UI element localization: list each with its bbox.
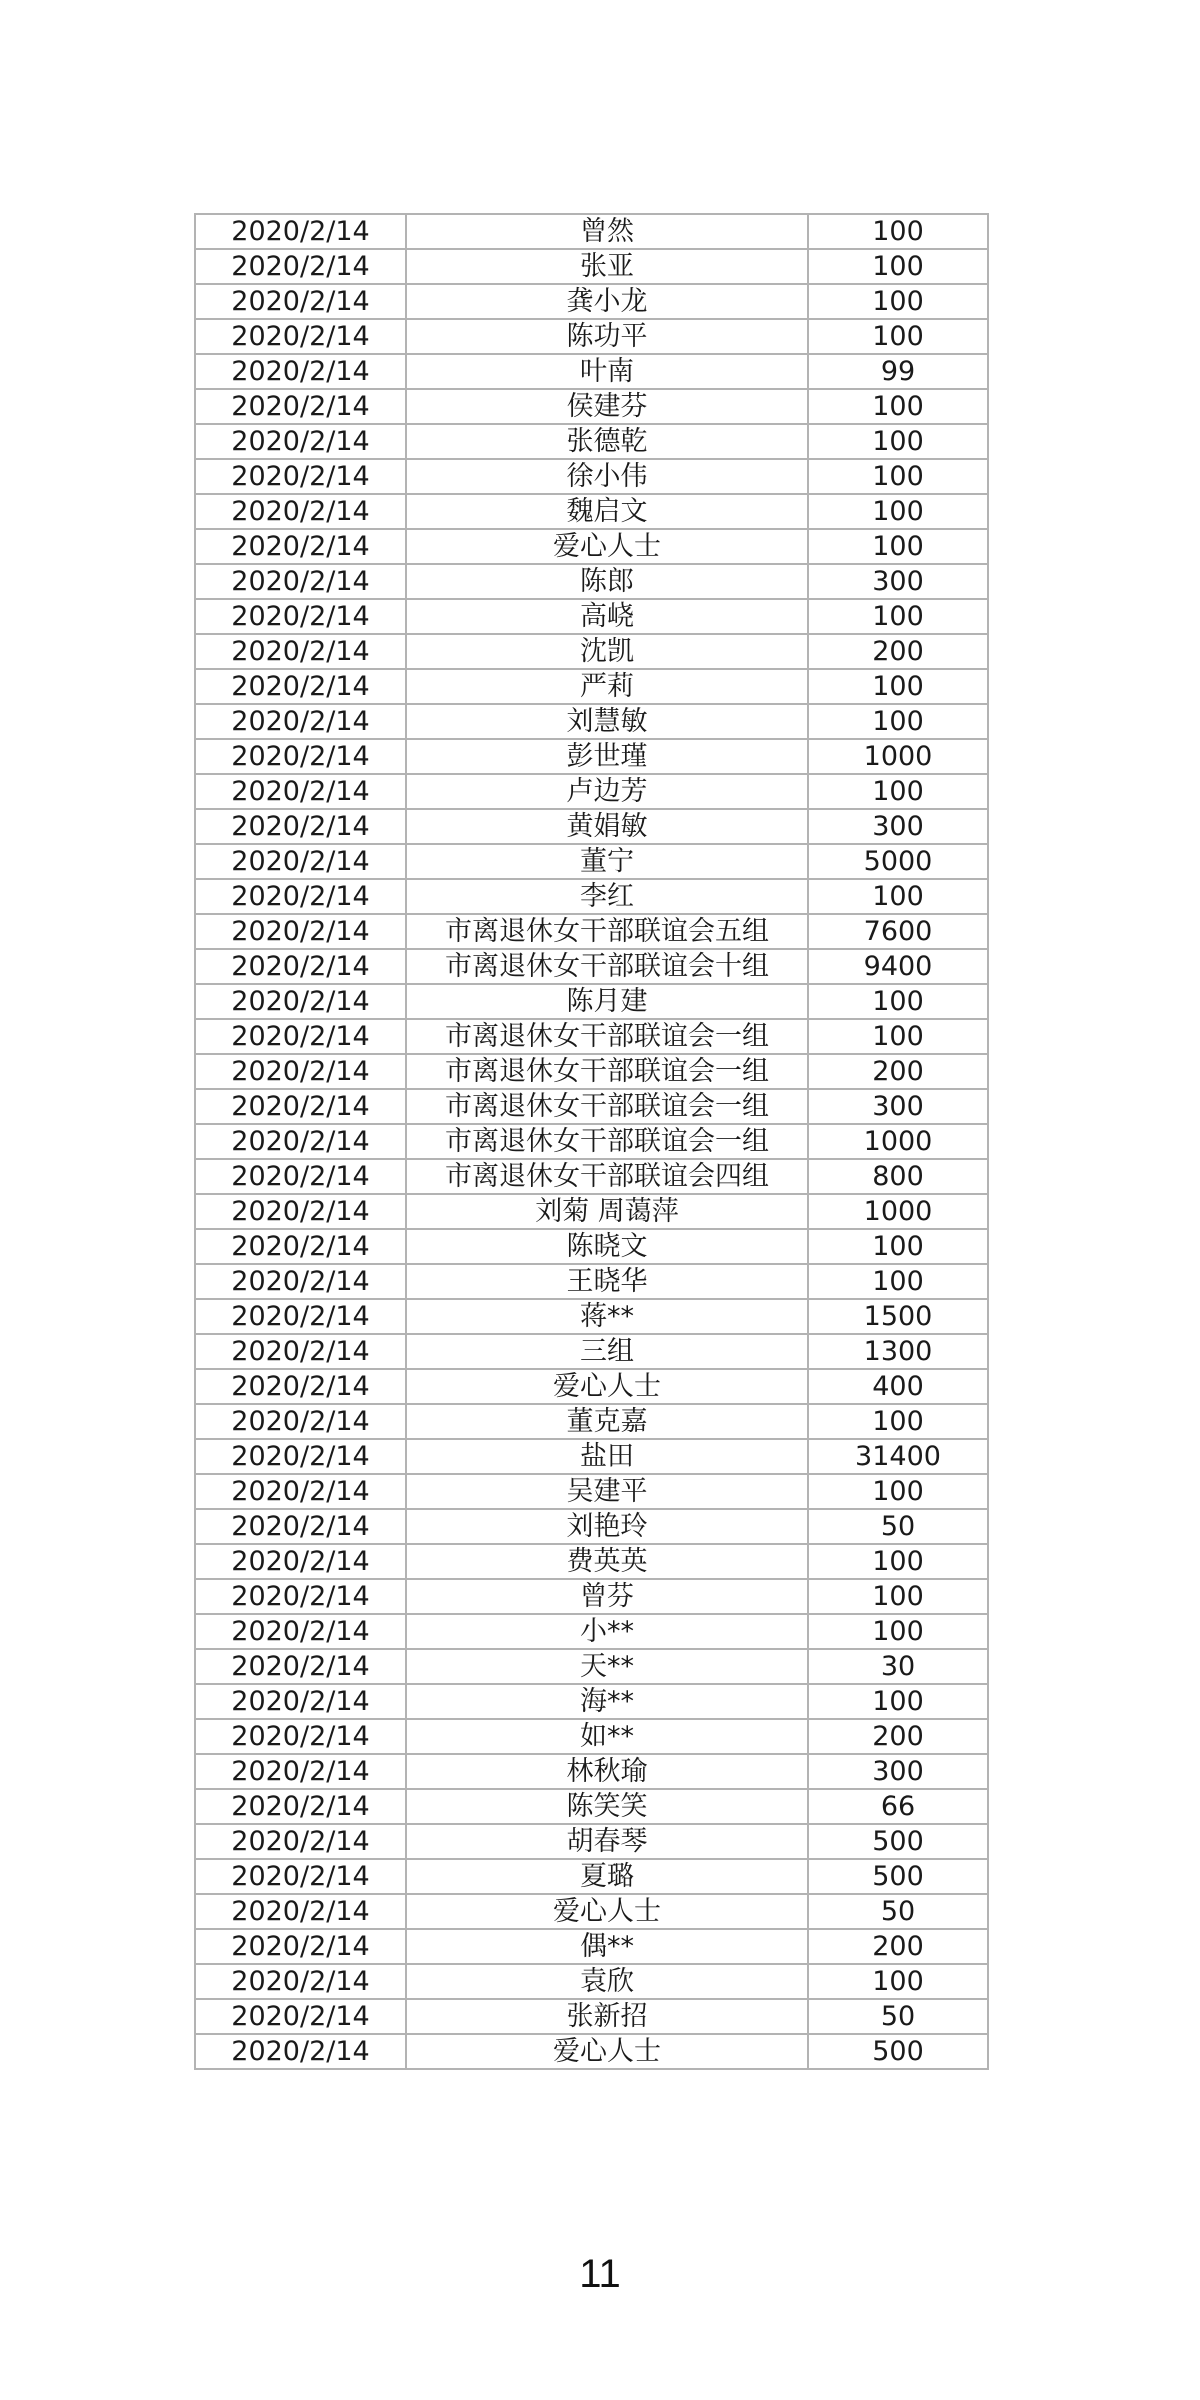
date-cell: 2020/2/14 — [195, 774, 406, 809]
date-cell: 2020/2/14 — [195, 1439, 406, 1474]
amount-cell: 100 — [808, 1019, 988, 1054]
amount-cell: 200 — [808, 1054, 988, 1089]
amount-cell: 1000 — [808, 1124, 988, 1159]
table-row — [195, 249, 988, 284]
donor-name-cell: 市离退休女干部联谊会一组 — [406, 1124, 808, 1159]
date-cell: 2020/2/14 — [195, 914, 406, 949]
amount-cell: 300 — [808, 564, 988, 599]
table-row — [195, 529, 988, 564]
donation-table — [194, 213, 989, 2070]
table-row — [195, 1054, 988, 1089]
amount-cell: 100 — [808, 879, 988, 914]
table-row — [195, 1859, 988, 1894]
donor-name-cell: 爱心人士 — [406, 1894, 808, 1929]
date-cell: 2020/2/14 — [195, 249, 406, 284]
date-cell: 2020/2/14 — [195, 844, 406, 879]
table-body — [195, 214, 988, 2069]
donor-name-cell: 费英英 — [406, 1544, 808, 1579]
table-row — [195, 1474, 988, 1509]
table-row — [195, 1089, 988, 1124]
amount-cell: 400 — [808, 1369, 988, 1404]
table-row — [195, 1159, 988, 1194]
donor-name-cell: 刘慧敏 — [406, 704, 808, 739]
date-cell: 2020/2/14 — [195, 459, 406, 494]
donor-name-cell: 胡春琴 — [406, 1824, 808, 1859]
date-cell: 2020/2/14 — [195, 1719, 406, 1754]
table-row — [195, 949, 988, 984]
table-row — [195, 1509, 988, 1544]
date-cell: 2020/2/14 — [195, 1404, 406, 1439]
date-cell: 2020/2/14 — [195, 949, 406, 984]
donor-name-cell: 市离退休女干部联谊会五组 — [406, 914, 808, 949]
amount-cell: 100 — [808, 599, 988, 634]
date-cell: 2020/2/14 — [195, 704, 406, 739]
amount-cell: 300 — [808, 809, 988, 844]
amount-cell: 1000 — [808, 1194, 988, 1229]
date-cell: 2020/2/14 — [195, 1369, 406, 1404]
amount-cell: 100 — [808, 984, 988, 1019]
table-row — [195, 669, 988, 704]
amount-cell: 100 — [808, 529, 988, 564]
donor-name-cell: 陈郎 — [406, 564, 808, 599]
table-row — [195, 984, 988, 1019]
date-cell: 2020/2/14 — [195, 669, 406, 704]
amount-cell: 100 — [808, 214, 988, 249]
amount-cell: 200 — [808, 1719, 988, 1754]
donor-name-cell: 海** — [406, 1684, 808, 1719]
amount-cell: 100 — [808, 1474, 988, 1509]
table-row — [195, 844, 988, 879]
date-cell: 2020/2/14 — [195, 1544, 406, 1579]
amount-cell: 100 — [808, 669, 988, 704]
date-cell: 2020/2/14 — [195, 284, 406, 319]
table-row — [195, 774, 988, 809]
page-number: 11 — [579, 2252, 621, 2296]
table-row — [195, 424, 988, 459]
date-cell: 2020/2/14 — [195, 214, 406, 249]
donor-name-cell: 市离退休女干部联谊会一组 — [406, 1019, 808, 1054]
amount-cell: 100 — [808, 1684, 988, 1719]
table-row — [195, 599, 988, 634]
date-cell: 2020/2/14 — [195, 529, 406, 564]
table-row — [195, 284, 988, 319]
donor-name-cell: 董宁 — [406, 844, 808, 879]
date-cell: 2020/2/14 — [195, 1614, 406, 1649]
donor-name-cell: 市离退休女干部联谊会四组 — [406, 1159, 808, 1194]
donor-name-cell: 曾然 — [406, 214, 808, 249]
donor-name-cell: 偶** — [406, 1929, 808, 1964]
amount-cell: 50 — [808, 1894, 988, 1929]
table-row — [195, 1019, 988, 1054]
amount-cell: 200 — [808, 634, 988, 669]
donor-name-cell: 龚小龙 — [406, 284, 808, 319]
amount-cell: 31400 — [808, 1439, 988, 1474]
donor-name-cell: 林秋瑜 — [406, 1754, 808, 1789]
table-row — [195, 1124, 988, 1159]
table-row — [195, 214, 988, 249]
date-cell: 2020/2/14 — [195, 564, 406, 599]
amount-cell: 9400 — [808, 949, 988, 984]
table-row — [195, 319, 988, 354]
amount-cell: 100 — [808, 284, 988, 319]
date-cell: 2020/2/14 — [195, 1334, 406, 1369]
amount-cell: 500 — [808, 2034, 988, 2069]
table-row — [195, 1264, 988, 1299]
table-row — [195, 459, 988, 494]
donor-name-cell: 卢边芳 — [406, 774, 808, 809]
date-cell: 2020/2/14 — [195, 354, 406, 389]
table-row — [195, 1649, 988, 1684]
amount-cell: 1300 — [808, 1334, 988, 1369]
amount-cell: 100 — [808, 1964, 988, 1999]
date-cell: 2020/2/14 — [195, 1754, 406, 1789]
donor-name-cell: 市离退休女干部联谊会一组 — [406, 1054, 808, 1089]
date-cell: 2020/2/14 — [195, 1824, 406, 1859]
amount-cell: 100 — [808, 459, 988, 494]
table-row — [195, 1334, 988, 1369]
table-row — [195, 1999, 988, 2034]
amount-cell: 300 — [808, 1089, 988, 1124]
date-cell: 2020/2/14 — [195, 389, 406, 424]
date-cell: 2020/2/14 — [195, 634, 406, 669]
amount-cell: 100 — [808, 1579, 988, 1614]
amount-cell: 100 — [808, 319, 988, 354]
table-row — [195, 494, 988, 529]
donor-name-cell: 陈月建 — [406, 984, 808, 1019]
donor-name-cell: 陈功平 — [406, 319, 808, 354]
donor-name-cell: 爱心人士 — [406, 2034, 808, 2069]
amount-cell: 30 — [808, 1649, 988, 1684]
date-cell: 2020/2/14 — [195, 1964, 406, 1999]
date-cell: 2020/2/14 — [195, 319, 406, 354]
date-cell: 2020/2/14 — [195, 1019, 406, 1054]
amount-cell: 500 — [808, 1824, 988, 1859]
amount-cell: 50 — [808, 1509, 988, 1544]
donor-name-cell: 刘艳玲 — [406, 1509, 808, 1544]
amount-cell: 100 — [808, 1264, 988, 1299]
donor-name-cell: 市离退休女干部联谊会一组 — [406, 1089, 808, 1124]
donor-name-cell: 张亚 — [406, 249, 808, 284]
table-row — [195, 809, 988, 844]
date-cell: 2020/2/14 — [195, 1929, 406, 1964]
amount-cell: 50 — [808, 1999, 988, 2034]
date-cell: 2020/2/14 — [195, 739, 406, 774]
date-cell: 2020/2/14 — [195, 1684, 406, 1719]
date-cell: 2020/2/14 — [195, 1299, 406, 1334]
date-cell: 2020/2/14 — [195, 1509, 406, 1544]
donor-name-cell: 小** — [406, 1614, 808, 1649]
amount-cell: 800 — [808, 1159, 988, 1194]
date-cell: 2020/2/14 — [195, 1859, 406, 1894]
donor-name-cell: 如** — [406, 1719, 808, 1754]
donor-name-cell: 曾芬 — [406, 1579, 808, 1614]
table-row — [195, 704, 988, 739]
amount-cell: 100 — [808, 389, 988, 424]
table-row — [195, 1544, 988, 1579]
donor-name-cell: 爱心人士 — [406, 529, 808, 564]
date-cell: 2020/2/14 — [195, 1649, 406, 1684]
date-cell: 2020/2/14 — [195, 1229, 406, 1264]
donor-name-cell: 天** — [406, 1649, 808, 1684]
amount-cell: 100 — [808, 494, 988, 529]
amount-cell: 99 — [808, 354, 988, 389]
donor-name-cell: 王晓华 — [406, 1264, 808, 1299]
date-cell: 2020/2/14 — [195, 599, 406, 634]
date-cell: 2020/2/14 — [195, 1474, 406, 1509]
table-row — [195, 914, 988, 949]
donor-name-cell: 爱心人士 — [406, 1369, 808, 1404]
amount-cell: 100 — [808, 1544, 988, 1579]
table-row — [195, 634, 988, 669]
donor-name-cell: 魏启文 — [406, 494, 808, 529]
amount-cell: 500 — [808, 1859, 988, 1894]
date-cell: 2020/2/14 — [195, 879, 406, 914]
donor-name-cell: 夏璐 — [406, 1859, 808, 1894]
date-cell: 2020/2/14 — [195, 1089, 406, 1124]
table-row — [195, 354, 988, 389]
amount-cell: 100 — [808, 704, 988, 739]
date-cell: 2020/2/14 — [195, 1579, 406, 1614]
date-cell: 2020/2/14 — [195, 1894, 406, 1929]
table-row — [195, 1579, 988, 1614]
amount-cell: 1000 — [808, 739, 988, 774]
donor-name-cell: 盐田 — [406, 1439, 808, 1474]
date-cell: 2020/2/14 — [195, 1789, 406, 1824]
donor-name-cell: 陈笑笑 — [406, 1789, 808, 1824]
donor-name-cell: 侯建芬 — [406, 389, 808, 424]
donor-name-cell: 叶南 — [406, 354, 808, 389]
table-row — [195, 1719, 988, 1754]
table-row — [195, 1614, 988, 1649]
table-row — [195, 1894, 988, 1929]
donor-name-cell: 张新招 — [406, 1999, 808, 2034]
date-cell: 2020/2/14 — [195, 1194, 406, 1229]
date-cell: 2020/2/14 — [195, 1264, 406, 1299]
date-cell: 2020/2/14 — [195, 1124, 406, 1159]
table-row — [195, 1789, 988, 1824]
table-row — [195, 1824, 988, 1859]
date-cell: 2020/2/14 — [195, 984, 406, 1019]
amount-cell: 300 — [808, 1754, 988, 1789]
table-row — [195, 1404, 988, 1439]
donor-name-cell: 严莉 — [406, 669, 808, 704]
amount-cell: 7600 — [808, 914, 988, 949]
table-row — [195, 564, 988, 599]
date-cell: 2020/2/14 — [195, 809, 406, 844]
date-cell: 2020/2/14 — [195, 2034, 406, 2069]
donor-name-cell: 袁欣 — [406, 1964, 808, 1999]
table-row — [195, 2034, 988, 2069]
table-row — [195, 739, 988, 774]
date-cell: 2020/2/14 — [195, 1054, 406, 1089]
amount-cell: 100 — [808, 424, 988, 459]
donor-name-cell: 市离退休女干部联谊会十组 — [406, 949, 808, 984]
date-cell: 2020/2/14 — [195, 1159, 406, 1194]
amount-cell: 100 — [808, 1229, 988, 1264]
donor-name-cell: 董克嘉 — [406, 1404, 808, 1439]
table-row — [195, 1229, 988, 1264]
donor-name-cell: 蒋** — [406, 1299, 808, 1334]
table-row — [195, 1194, 988, 1229]
date-cell: 2020/2/14 — [195, 424, 406, 459]
donor-name-cell: 吴建平 — [406, 1474, 808, 1509]
donor-name-cell: 三组 — [406, 1334, 808, 1369]
amount-cell: 100 — [808, 1404, 988, 1439]
table-row — [195, 1754, 988, 1789]
table-row — [195, 879, 988, 914]
donor-name-cell: 黄娟敏 — [406, 809, 808, 844]
table-row — [195, 1439, 988, 1474]
amount-cell: 1500 — [808, 1299, 988, 1334]
donor-name-cell: 刘菊 周蔼萍 — [406, 1194, 808, 1229]
amount-cell: 66 — [808, 1789, 988, 1824]
donor-name-cell: 陈晓文 — [406, 1229, 808, 1264]
amount-cell: 5000 — [808, 844, 988, 879]
amount-cell: 100 — [808, 249, 988, 284]
donor-name-cell: 彭世瑾 — [406, 739, 808, 774]
amount-cell: 200 — [808, 1929, 988, 1964]
donor-name-cell: 李红 — [406, 879, 808, 914]
amount-cell: 100 — [808, 774, 988, 809]
table-row — [195, 1929, 988, 1964]
table-row — [195, 1299, 988, 1334]
donor-name-cell: 张德乾 — [406, 424, 808, 459]
table-row — [195, 1684, 988, 1719]
date-cell: 2020/2/14 — [195, 494, 406, 529]
amount-cell: 100 — [808, 1614, 988, 1649]
table-row — [195, 389, 988, 424]
table-row — [195, 1964, 988, 1999]
table-row — [195, 1369, 988, 1404]
donor-name-cell: 徐小伟 — [406, 459, 808, 494]
date-cell: 2020/2/14 — [195, 1999, 406, 2034]
donor-name-cell: 高峣 — [406, 599, 808, 634]
donor-name-cell: 沈凯 — [406, 634, 808, 669]
